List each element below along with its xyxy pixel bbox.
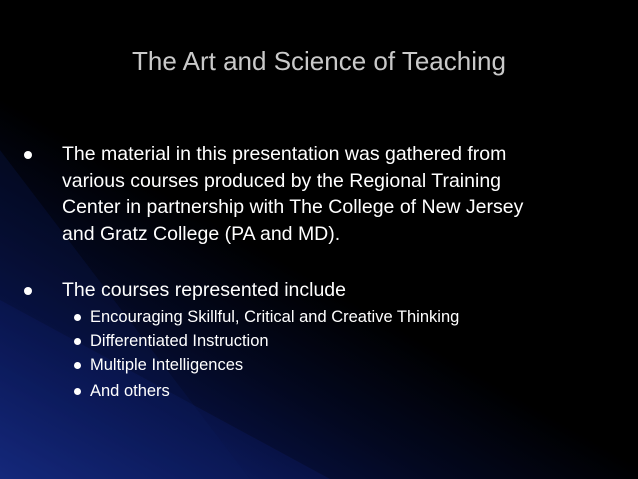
sub-bullet-text: Encouraging Skillful, Critical and Creative Thinking bbox=[90, 308, 460, 326]
bullet-dot-icon bbox=[24, 151, 32, 159]
sub-bullet-text: Multiple Intelligences bbox=[90, 356, 244, 374]
bullet-text-line: Center in partnership with The College of New Jersey bbox=[62, 196, 524, 218]
bullet-text-line: various courses produced by the Regional Training bbox=[62, 169, 502, 192]
sub-bullet-text: And others bbox=[90, 382, 170, 400]
sub-bullet-item bbox=[90, 330, 610, 353]
sub-bullet-dot-icon bbox=[74, 314, 81, 321]
sub-bullet-item bbox=[90, 306, 610, 329]
bullet-item bbox=[62, 277, 602, 304]
sub-bullet-item bbox=[90, 380, 610, 403]
bullet-item bbox=[62, 141, 602, 247]
slide-title: The Art and Science of Teaching bbox=[132, 46, 506, 76]
bullet-dot-icon bbox=[24, 287, 32, 295]
sub-bullet-dot-icon bbox=[74, 338, 81, 345]
sub-bullet-item bbox=[90, 354, 610, 377]
bullet-text-line: The material in this presentation was gathered from bbox=[62, 143, 507, 165]
bullet-text-line: and Gratz College (PA and MD). bbox=[62, 222, 341, 245]
sub-bullet-text: Differentiated Instruction bbox=[90, 332, 269, 350]
sub-bullet-dot-icon bbox=[74, 388, 81, 395]
sub-bullet-dot-icon bbox=[74, 362, 81, 369]
bullet-text-line: The courses represented include bbox=[62, 279, 346, 301]
